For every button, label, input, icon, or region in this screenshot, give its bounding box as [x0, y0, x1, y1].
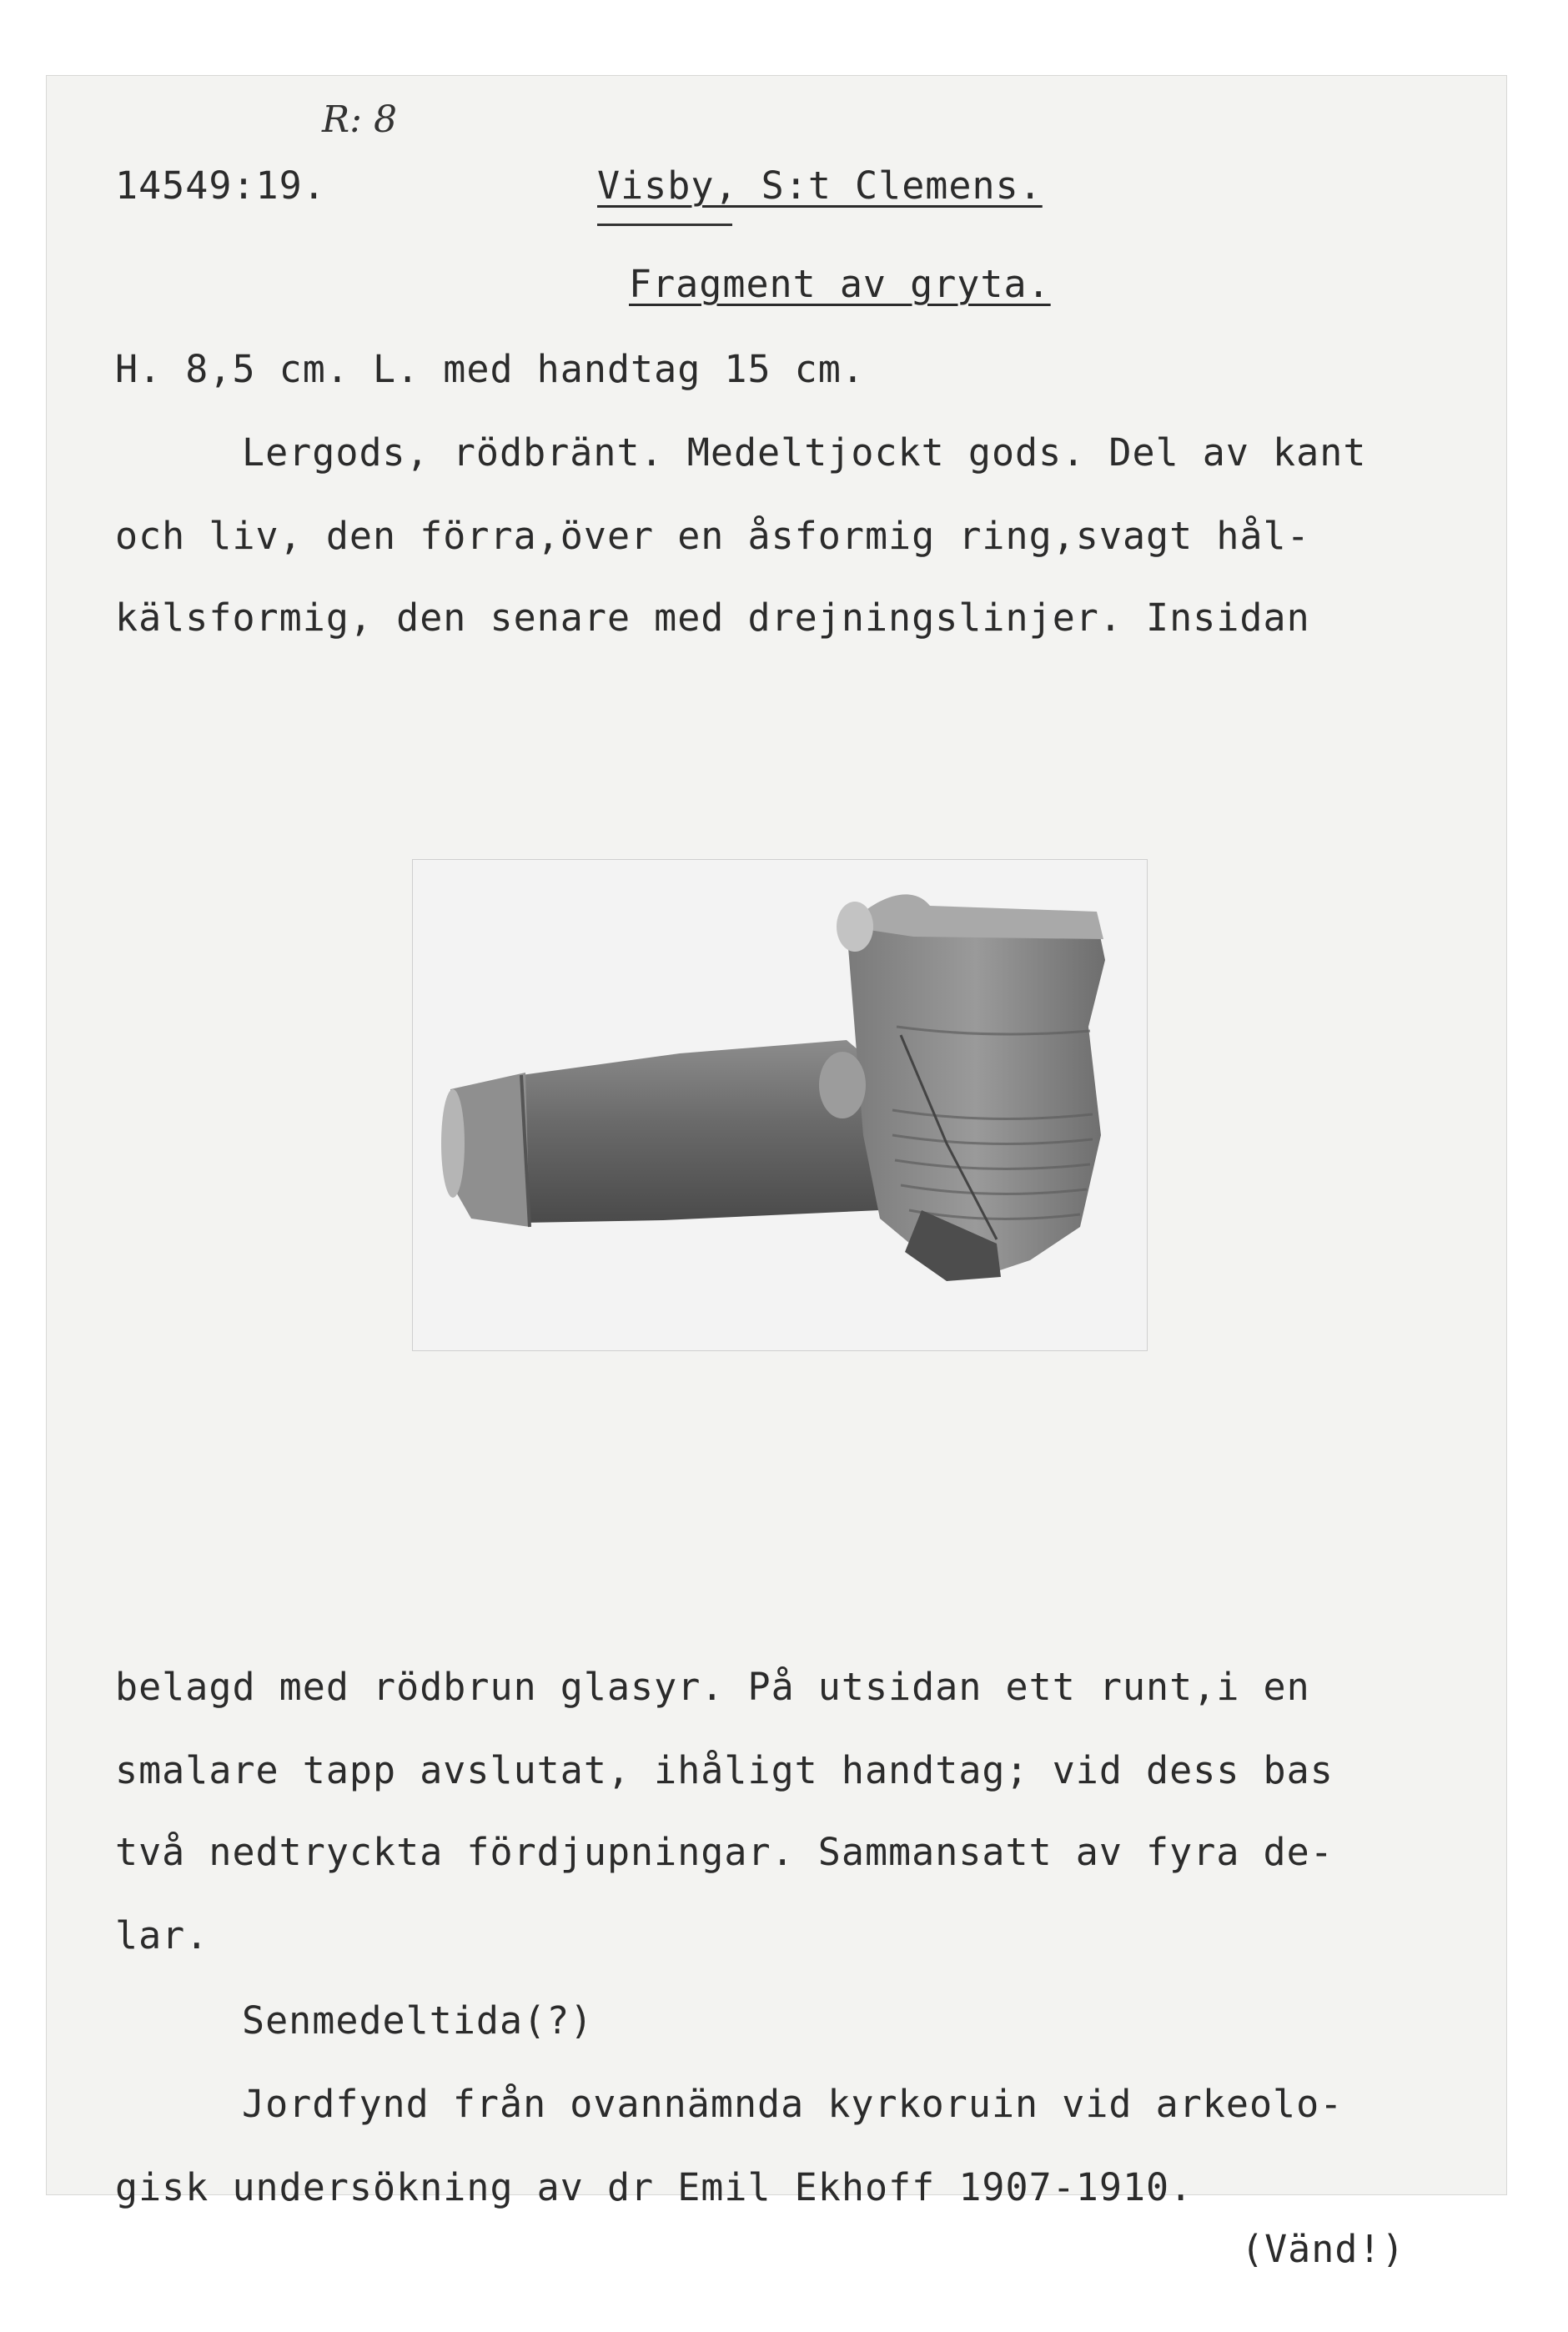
description-line-7: lar. [115, 1913, 209, 1958]
catalog-number: 14549:19. [115, 163, 326, 208]
handwritten-mark: R: 8 [322, 98, 397, 141]
description-line-3: kälsformig, den senare med drejningslinjer. Insidan [115, 596, 1310, 640]
location-heading: Visby, S:t Clemens. [597, 163, 1043, 208]
pot-fragment-image [413, 860, 1147, 1350]
turn-note: (Vänd!) [1241, 2227, 1405, 2271]
location-rule [597, 224, 732, 226]
dating-line: Senmedeltida(?) [242, 1998, 594, 2043]
description-line-1: Lergods, rödbränt. Medeltjockt gods. Del av kant [242, 430, 1367, 475]
description-line-4: belagd med rödbrun glasyr. På utsidan ett runt,i en [115, 1665, 1310, 1709]
provenance-line-1: Jordfynd från ovannämnda kyrkoruin vid arkeolo- [242, 2082, 1344, 2126]
artifact-photo [412, 859, 1148, 1351]
provenance-line-2: gisk undersökning av dr Emil Ekhoff 1907-1910. [115, 2165, 1194, 2209]
description-line-2: och liv, den förra,över en åsformig ring,svagt hål- [115, 514, 1310, 558]
description-line-5: smalare tapp avslutat, ihåligt handtag; vid dess bas [115, 1748, 1334, 1792]
description-line-6: två nedtryckta fördjupningar. Sammansatt av fyra de- [115, 1830, 1334, 1874]
dimensions-line: H. 8,5 cm. L. med handtag 15 cm. [115, 347, 865, 391]
object-title: Fragment av gryta. [629, 262, 1051, 306]
